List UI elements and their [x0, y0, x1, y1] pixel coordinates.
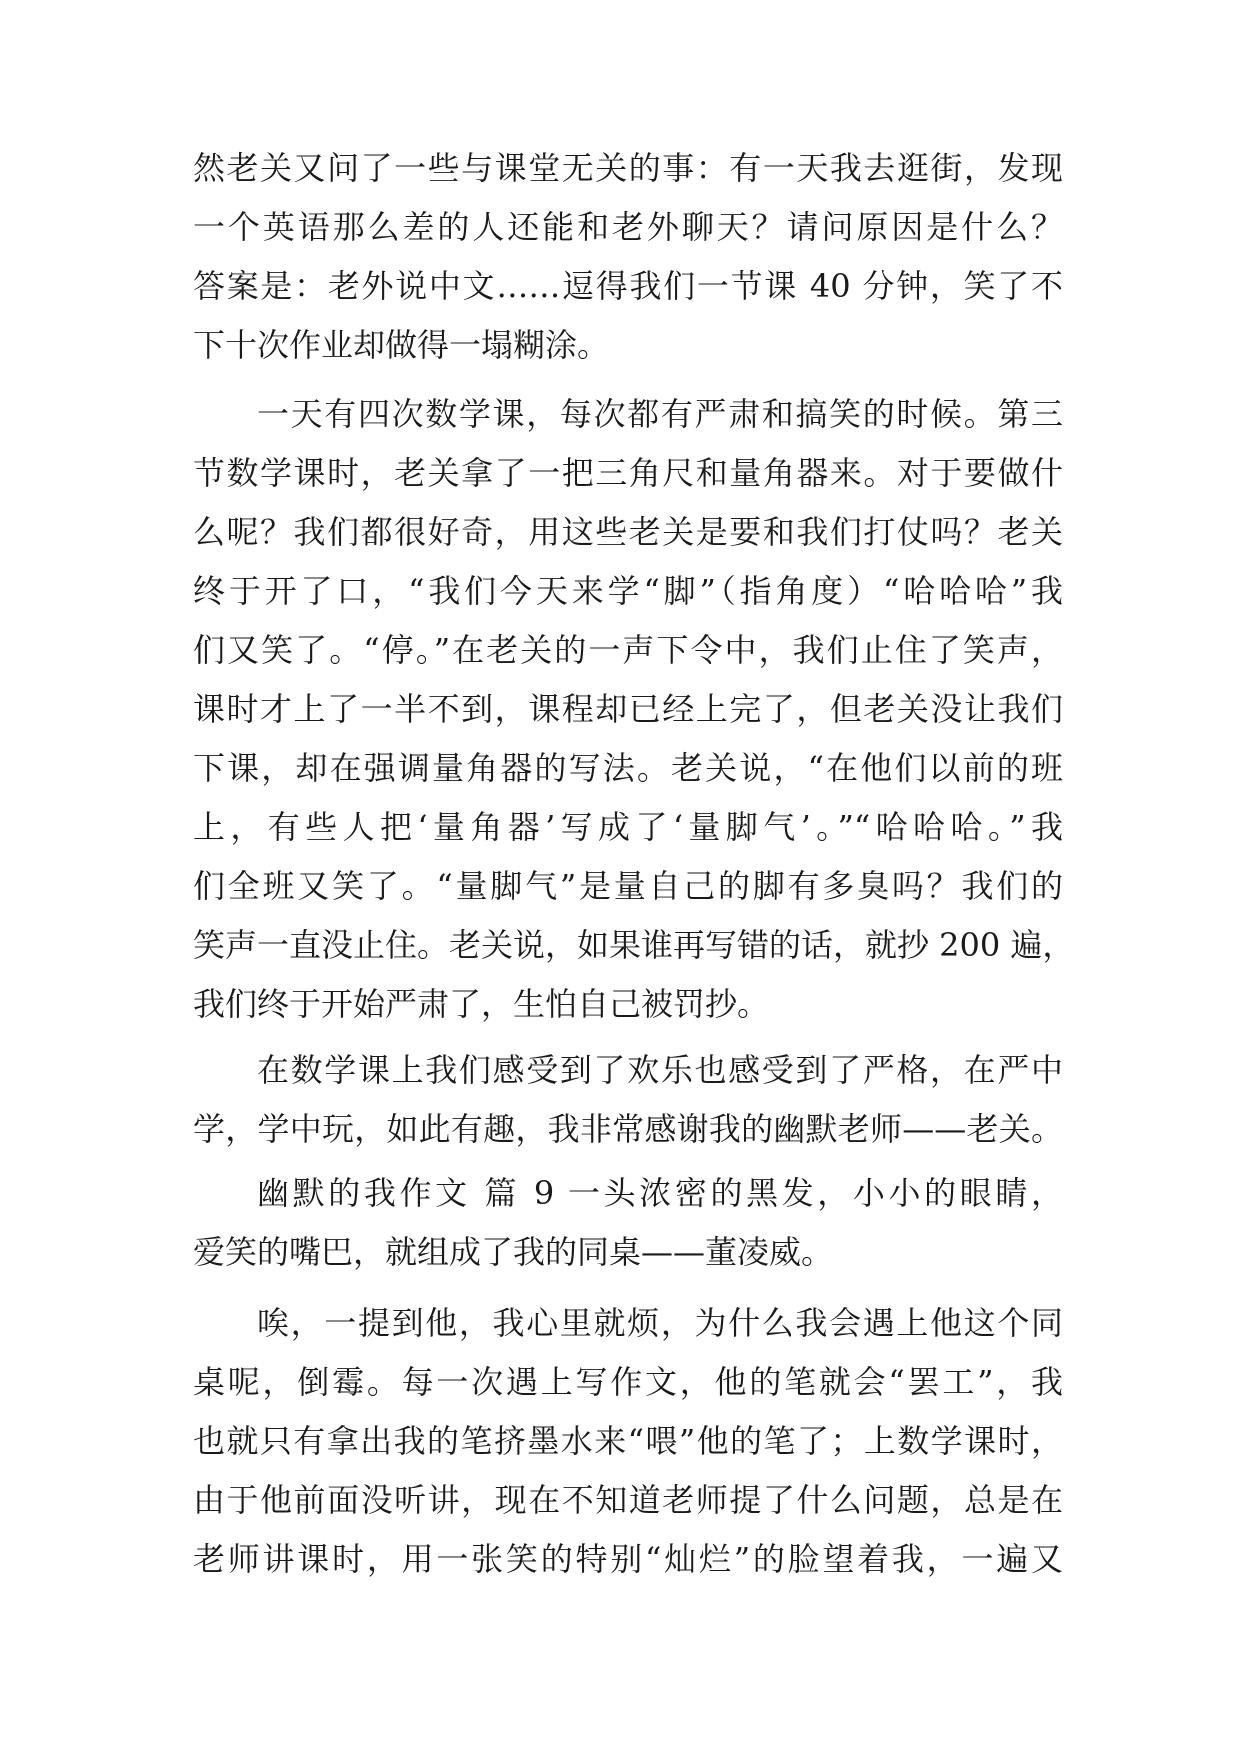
text-line: 由于他前面没听讲，现在不知道老师提了什么问题，总是在 — [193, 1481, 1063, 1519]
text-line: 一个英语那么差的人还能和老外聊天？请问原因是什么？ — [193, 208, 1063, 246]
text-line: 们全班又笑了。“量脚气”是量自己的脚有多臭吗？我们的 — [193, 867, 1063, 905]
section-heading-line: 幽默的我作文 篇 9 一头浓密的黑发，小小的眼睛， — [257, 1174, 1063, 1212]
text-line: 我们终于开始严肃了，生怕自己被罚抄。 — [193, 985, 770, 1023]
text-line: 答案是：老外说中文……逗得我们一节课 40 分钟，笑了不 — [193, 267, 1063, 305]
text-line: 节数学课时，老关拿了一把三角尺和量角器来。对于要做什 — [193, 454, 1063, 492]
text-line: 上，有些人把‘量角器’写成了‘量脚气’。”“哈哈哈。”我 — [193, 808, 1063, 846]
text-line: 爱笑的嘴巴，就组成了我的同桌——董凌威。 — [193, 1233, 834, 1271]
text-line: 学，学中玩，如此有趣，我非常感谢我的幽默老师——老关。 — [193, 1110, 1063, 1148]
text-line: 然老关又问了一些与课堂无关的事：有一天我去逛街，发现 — [193, 149, 1063, 187]
paragraph-first-line: 唉，一提到他，我心里就烦，为什么我会遇上他这个同 — [257, 1304, 1063, 1342]
text-line: 们又笑了。“停。”在老关的一声下令中，我们止住了笑声， — [193, 631, 1063, 669]
text-line: 笑声一直没止住。老关说，如果谁再写错的话，就抄 200 遍， — [193, 926, 1075, 964]
text-line: 终于开了口，“我们今天来学“脚”（指角度）“哈哈哈”我 — [193, 572, 1063, 610]
text-line: 么呢？我们都很好奇，用这些老关是要和我们打仗吗？老关 — [193, 513, 1063, 551]
paragraph-first-line: 一天有四次数学课，每次都有严肃和搞笑的时候。第三 — [257, 395, 1063, 433]
text-line: 下十次作业却做得一塌糊涂。 — [193, 326, 610, 364]
text-line: 老师讲课时，用一张笑的特别“灿烂”的脸望着我，一遍又 — [193, 1540, 1063, 1578]
text-line: 课时才上了一半不到，课程却已经上完了，但老关没让我们 — [193, 690, 1063, 728]
paragraph-first-line: 在数学课上我们感受到了欢乐也感受到了严格，在严中 — [257, 1051, 1063, 1089]
text-line: 下课，却在强调量角器的写法。老关说，“在他们以前的班 — [193, 749, 1063, 787]
text-line: 桌呢，倒霉。每一次遇上写作文，他的笔就会“罢工”，我 — [193, 1363, 1063, 1401]
text-line: 也就只有拿出我的笔挤墨水来“喂”他的笔了；上数学课时， — [193, 1422, 1063, 1460]
